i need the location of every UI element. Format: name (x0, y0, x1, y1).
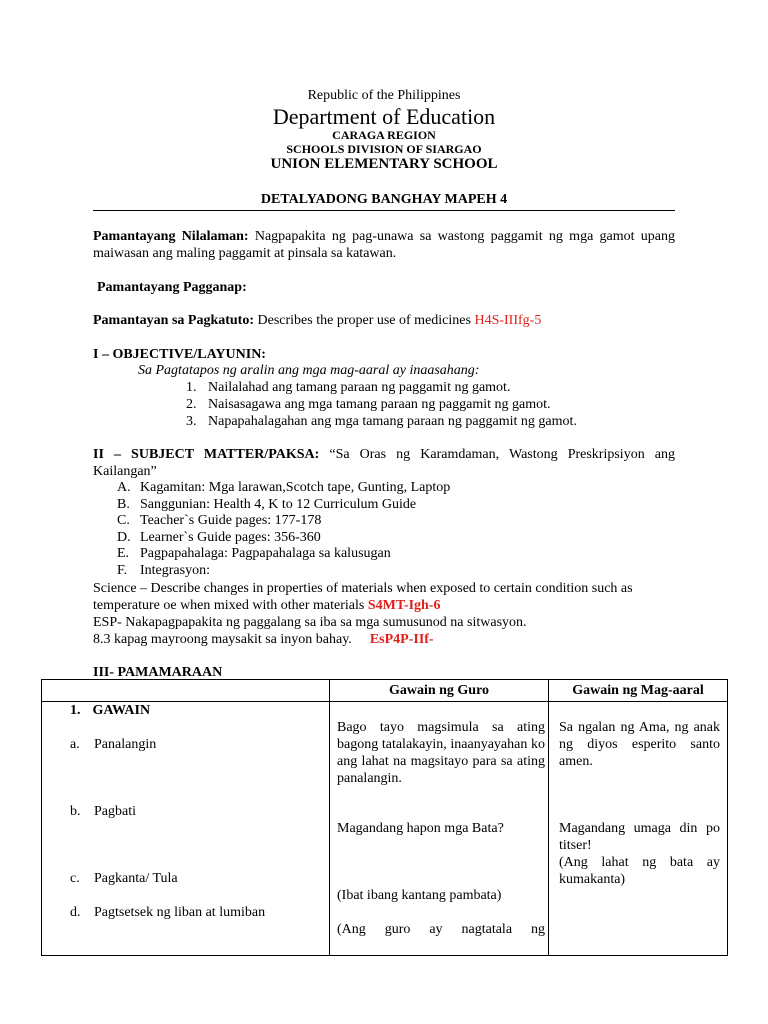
student-song: (Ang lahat ng bata ay kumakanta) (559, 855, 720, 887)
list-letter: E. (117, 546, 130, 561)
step-attendance (70, 904, 265, 921)
list-text: Kagamitan: Mga larawan,Scotch tape, Gunting, Laptop (140, 480, 451, 495)
list-letter: D. (117, 529, 131, 545)
list-text: Pagpapahalaga: Pagpapahalaga sa kalusugan (140, 546, 391, 561)
list-item (117, 563, 450, 580)
list-number: 3. (186, 414, 197, 429)
step-label: Panalangin (94, 737, 157, 752)
list-letter: B. (117, 496, 130, 512)
list-letter: C. (117, 513, 130, 528)
department-title: Department of Education (272, 104, 496, 129)
performance-standard (97, 279, 679, 296)
steps-cell (42, 702, 330, 956)
teacher-song: (Ibat ibang kantang pambata) (337, 888, 502, 903)
republic-line: Republic of the Philippines (307, 88, 461, 103)
step-letter: b. (70, 804, 81, 819)
science-text: Science – Describe changes in properties of materials when exposed to certain condition such as temperature oe when mixed with other materials (93, 581, 633, 613)
performance-standard-label: Pamantayang Pagganap: (97, 280, 247, 295)
subject-matter-heading: II – SUBJECT MATTER/PAKSA: (93, 447, 320, 462)
esp-code: EsP4P-IIf- (369, 632, 434, 647)
list-text: Learner`s Guide pages: 356-360 (140, 529, 321, 545)
student-cell (549, 702, 728, 956)
list-item (186, 379, 577, 396)
title-rule (93, 210, 675, 211)
document-title: DETALYADONG BANGHAY MAPEH 4 (260, 192, 508, 207)
step-letter: d. (70, 905, 81, 920)
column-header: Gawain ng Mag-aaral (549, 680, 728, 702)
esp-text: ESP- Nakapagpapakita ng paggalang sa iba sa mga sumusunod na sitwasyon. (93, 615, 527, 630)
list-number: 1. (186, 380, 197, 395)
step-letter: c. (70, 871, 80, 886)
objective-intro-text: Sa Pagtatapos ng aralin ang mga mag-aaral ay inaasahang: (138, 363, 480, 378)
list-item (117, 530, 450, 547)
content-standard-text: Nagpapakita ng pag-unawa sa wastong paggamit ng mga gamot upang maiwasan ang maling paggamit at pinsala sa katawan. (93, 229, 675, 261)
learning-competency-label: Pamantayan sa Pagkatuto: (93, 313, 255, 328)
integration-esp-line2 (93, 631, 675, 648)
content-standard (93, 228, 675, 262)
teacher-cell (330, 702, 549, 956)
learning-competency-code: H4S-IIIfg-5 (474, 313, 542, 328)
learning-competency (93, 312, 675, 329)
section-label (70, 702, 150, 719)
list-text: Naisasagawa ang mga tamang paraan ng paggamit ng gamot. (208, 397, 551, 412)
student-prayer: Sa ngalan ng Ama, ng anak ng diyos esperito santo amen. (559, 720, 720, 769)
list-number: 2. (186, 397, 197, 412)
content-standard-label: Pamantayang Nilalaman: (93, 229, 249, 244)
list-text: Napapahalagahan ang mga tamang paraan ng paggamit ng gamot. (208, 414, 577, 429)
step-letter: a. (70, 737, 80, 752)
step-label: Pagbati (94, 804, 136, 819)
subject-matter-topic: “Sa Oras ng Karamdaman, Wastong Preskripsiyon ang Kailangan” (93, 447, 675, 479)
objective-intro (138, 362, 720, 379)
objective-list (186, 379, 577, 430)
esp-line2-text: 8.3 kapag mayroong maysakit sa inyon bahay. (93, 632, 352, 647)
learning-competency-text: Describes the proper use of medicines (254, 313, 475, 328)
step-label: Pagtsetsek ng liban at lumiban (94, 905, 266, 920)
division-line: SCHOOLS DIVISION OF SIARGAO (286, 142, 482, 156)
integration-esp (93, 614, 675, 631)
procedure-heading-text: III- PAMAMARAAN (93, 665, 223, 680)
school-name: UNION ELEMENTARY SCHOOL (270, 156, 498, 172)
list-letter: A. (117, 480, 131, 495)
objective-heading-text: I – OBJECTIVE/LAYUNIN: (93, 347, 266, 362)
list-text: Sanggunian: Health 4, K to 12 Curriculum Guide (140, 496, 417, 512)
procedure-table (41, 679, 728, 956)
teacher-greeting: Magandang hapon mga Bata? (337, 821, 504, 836)
section-number: 1. (70, 703, 81, 718)
step-prayer (70, 736, 156, 753)
region-line: CARAGA REGION (332, 128, 436, 142)
list-item (117, 513, 450, 530)
list-item (117, 480, 450, 497)
list-item (186, 413, 577, 430)
teacher-attendance: (Ang guro ay nagtatala ng (337, 922, 545, 937)
student-greeting: Magandang umaga din po titser! (559, 821, 720, 853)
column-header (42, 680, 330, 702)
section-name: GAWAIN (92, 703, 151, 718)
science-code: S4MT-Igh-6 (367, 598, 441, 613)
table-row (42, 702, 728, 956)
list-item (117, 497, 450, 514)
step-label: Pagkanta/ Tula (94, 871, 178, 886)
step-greeting (70, 803, 136, 820)
list-text: Integrasyon: (140, 562, 210, 578)
subject-matter-list (117, 480, 450, 579)
table-header-row (42, 680, 728, 702)
list-text: Nailalahad ang tamang paraan ng paggamit ng gamot. (208, 380, 511, 395)
objective-heading (93, 346, 675, 363)
subject-matter (93, 446, 675, 480)
step-song (70, 870, 178, 887)
column-header: Gawain ng Guro (330, 680, 549, 702)
list-item (186, 396, 577, 413)
list-text: Teacher`s Guide pages: 177-178 (140, 513, 322, 528)
list-item (117, 546, 450, 563)
teacher-prayer: Bago tayo magsimula sa ating bagong tatalakayin, inaanyayahan ko ang lahat na magsitayo para sa ating panalangin. (337, 720, 545, 786)
integration-science (93, 580, 675, 614)
list-letter: F. (117, 562, 128, 578)
